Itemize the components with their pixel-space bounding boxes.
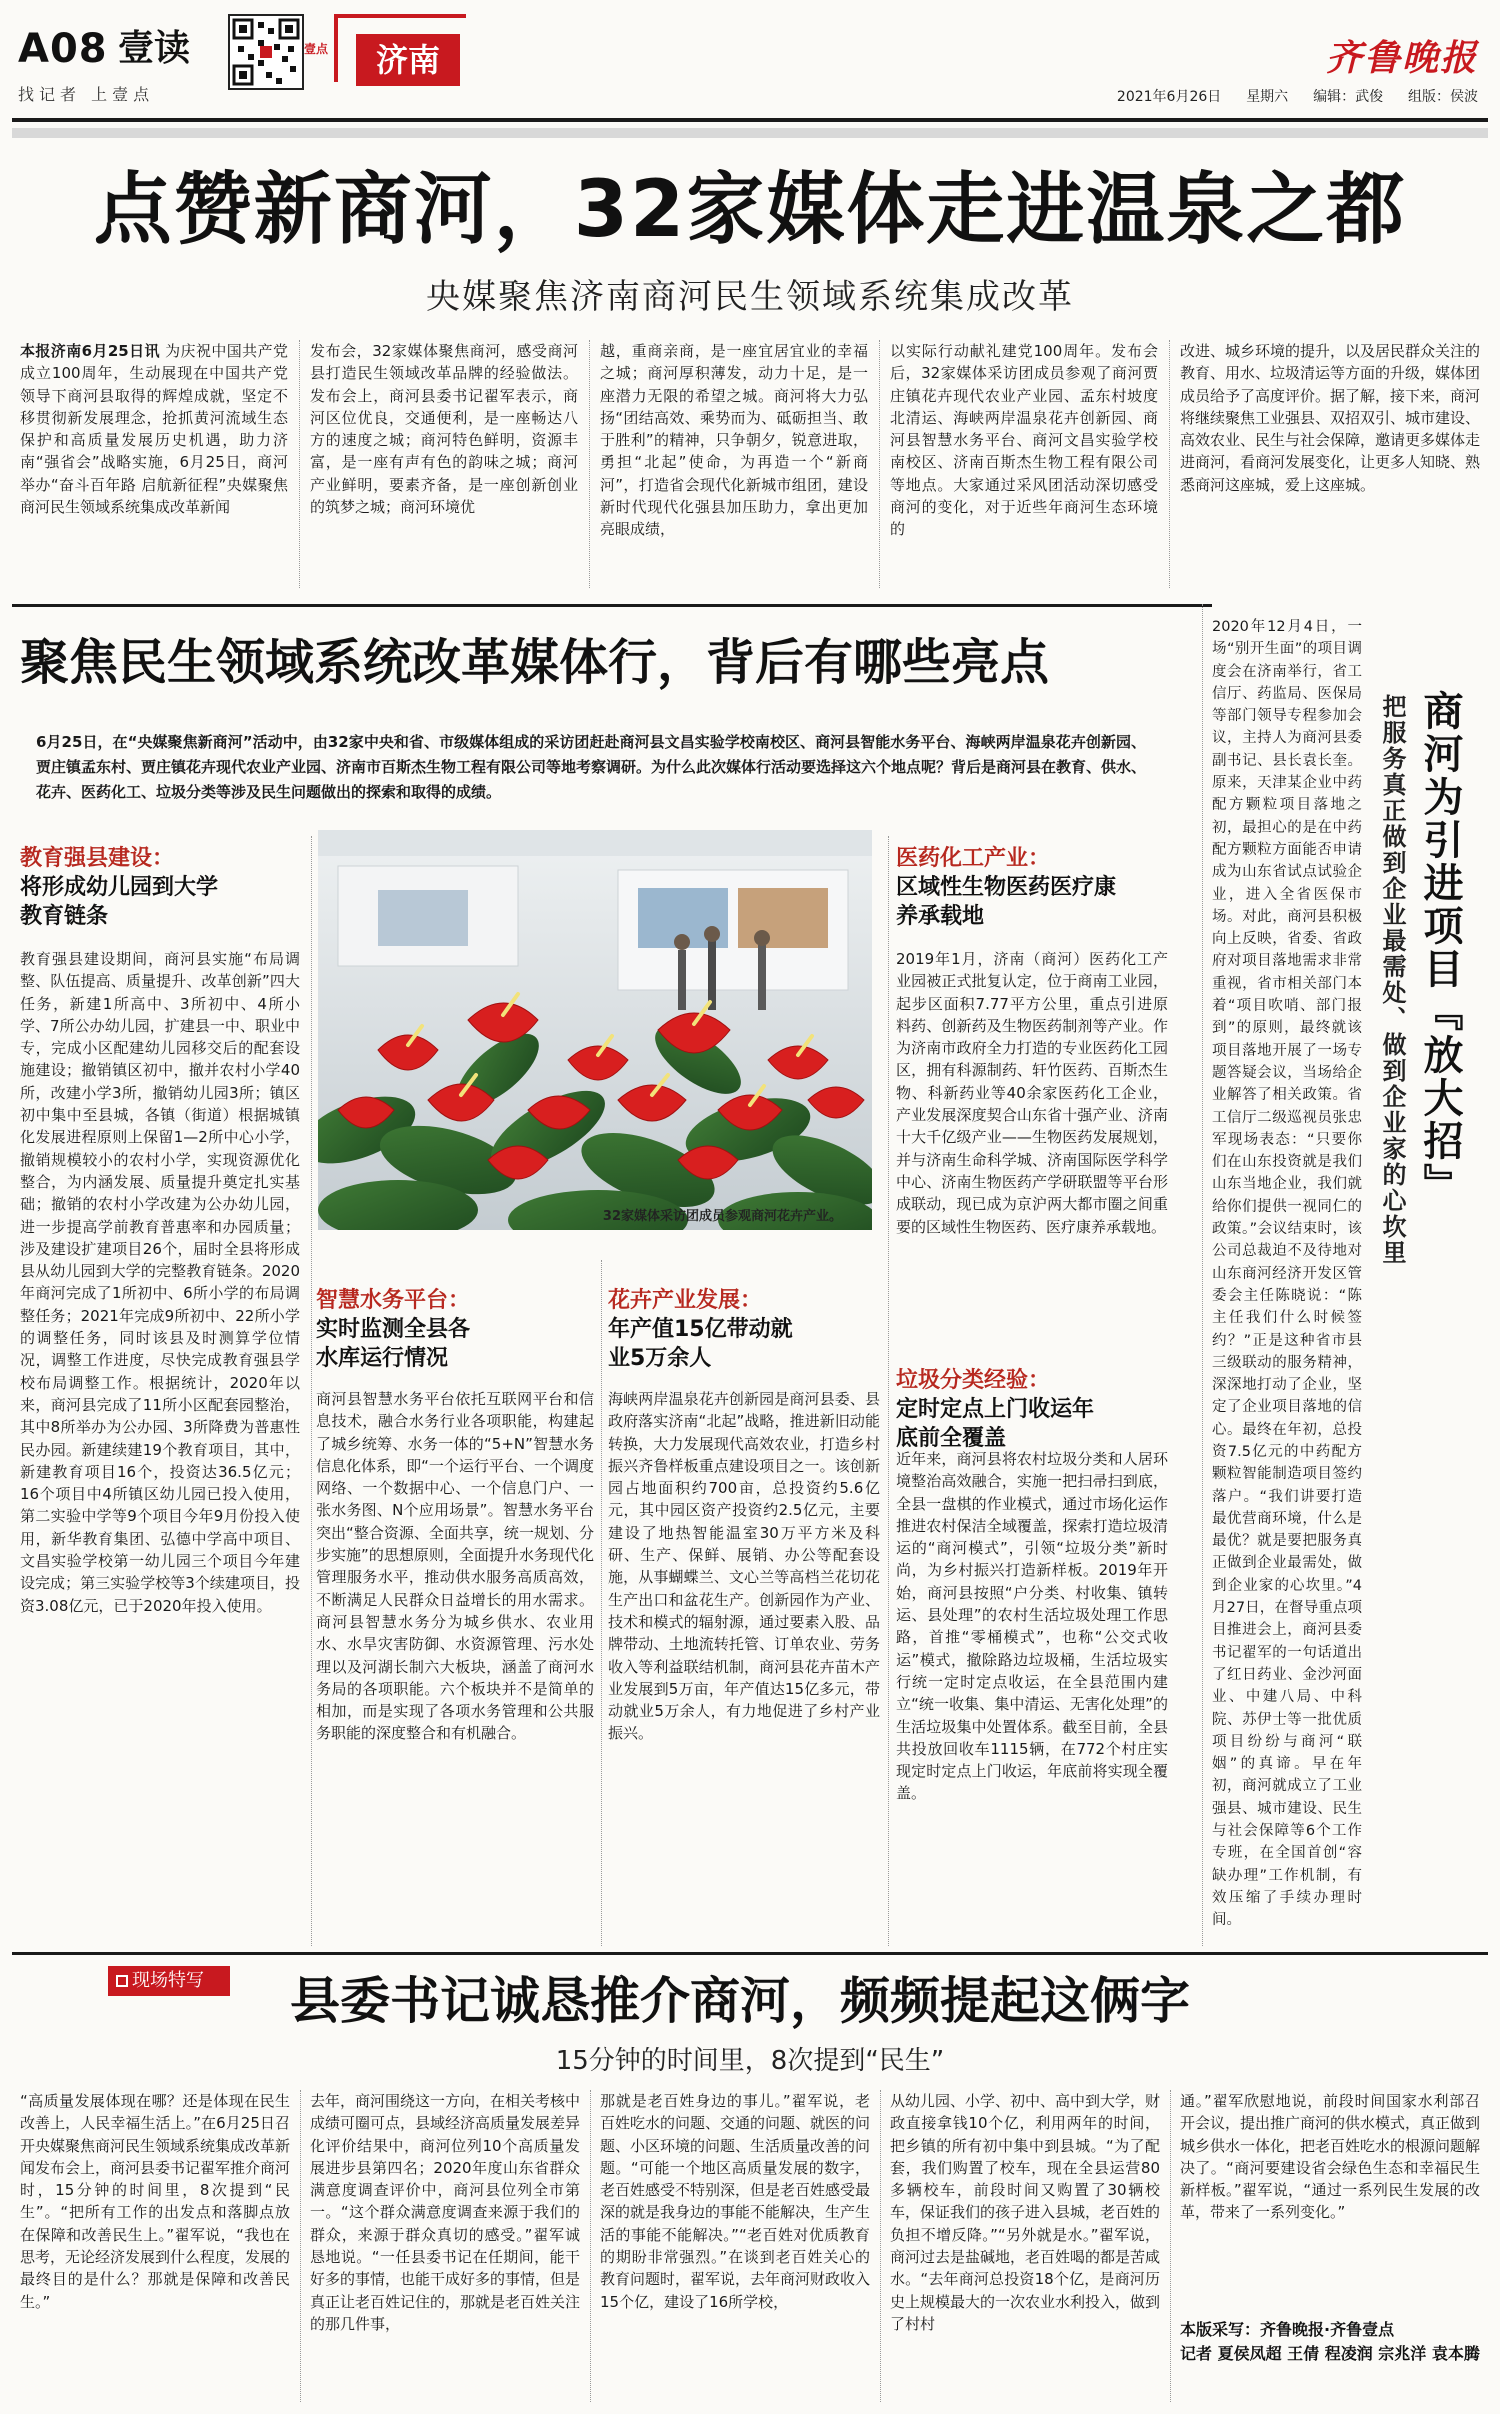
region-tag [334, 14, 466, 82]
story1-bottom-rule [12, 604, 1212, 607]
story3-column-4: 从幼儿园、小学、初中、高中到大学，财政直接拿钱10个亿，利用两年的时间，把乡镇的所有初中集中到县城。“为了配套，我们购置了校车，现在全县运营80多辆校车，前段时间又购置了30辆校车，保证我们的孩子进入县城，老百姓的负担不增反降。”“另外就是水。”翟军说，商河过去是盐碱地，老百姓喝的都是苦咸水。“去年商河总投资18个亿，是商河历史上规模最大的一次农业水利投入，做到了村村 [890, 2092, 1160, 2333]
anthurium-flowers-illustration [318, 830, 872, 1230]
education-subhead [20, 844, 310, 931]
story3-column-1: “高质量发展体现在哪？还是体现在民生改善上，人民幸福生活上。”在6月25日召开央媒聚焦商河民生领域系统集成改革新闻发布会上，商河县委书记翟军推介商河时，15分钟的时间里，8次提到“民生”。“把所有工作的出发点和落脚点放在保障和改善民生上。”翟军说，“我也在思考，无论经济发展到什么程度，发展的最终目的是什么？那就是保障和改善民生。” [20, 2092, 290, 2311]
header-shadow-rule [12, 128, 1488, 138]
region-name: 济南 [375, 41, 440, 79]
photo-caption: 32家媒体采访团成员参观商河花卉产业。 [602, 1209, 842, 1224]
water-subhead [316, 1286, 586, 1373]
water-body: 商河县智慧水务平台依托互联网平台和信息技术，融合水务行业各项职能，构建起了城乡统筹、水务一体的“5+N”智慧水务信息化体系，即“一个运行平台、一个调度网络、一个数据中心、一个信息门户、一张水务图、N个应用场景”。智慧水务平台突出“整合资源、全面共享，统一规划、分步实施”的思想原则，全面提升水务现代化管理服务水平，推动供水服务高质高效，不断满足人民群众日益增长的用水需求。商河县智慧水务分为城乡供水、农业用水、水旱灾害防御、水资源管理、污水处理以及河湖长制六大板块，涵盖了商河水务局的各项职能。六个板块并不是简单的相加，而是实现了各项水务管理和公共服务职能的深度整合和有机融合。 [316, 1390, 594, 1743]
flower-body: 海峡两岸温泉花卉创新园是商河县委、县政府落实济南“北起”战略，推进新旧动能转换，大力发展现代高效农业，打造乡村振兴齐鲁样板重点建设项目之一。该创新园占地面积约700亩，总投资约5.6亿元，其中园区资产投资约2.5亿元，主要建设了地热智能温室30万平方米及科研、生产、保鲜、展销、办公等配套设施，从事蝴蝶兰、文心兰等高档兰花切花生产出口和盆花生产。创新园作为产业、技术和模式的辐射源，通过要素入股、品牌带动、土地流转托管、订单农业、劳务收入等利益联结机制，商河县花卉苗木产业发展到5万亩，年产值达15亿多元，带动就业5万余人，有力地促进了乡村产业振兴。 [608, 1390, 880, 1743]
flower-tagline: 年产值15亿带动就业5万余人 [608, 1317, 793, 1371]
story3-headline: 县委书记诚恳推介商河，频频提起这俩字 [290, 1972, 1190, 2030]
education-label: 教育强县建设： [20, 846, 175, 871]
garbage-tagline: 定时定点上门收运年底前全覆盖 [896, 1397, 1095, 1451]
education-tagline: 将形成幼儿园到大学教育链条 [20, 875, 219, 929]
flower-subhead [608, 1286, 878, 1373]
story3-top-rule [12, 1952, 1488, 1955]
story3-subheadline: 15分钟的时间里，8次提到“民生” [555, 2046, 945, 2076]
sidebar-subheadline: 把服务真正做到企业最需处、做到企业家的心坎里 [1378, 694, 1406, 1266]
story3-tag-label: 现场特写 [132, 1970, 204, 1991]
editor-credit: 编辑：武俊 [1313, 89, 1384, 105]
story1-subheadline: 央媒聚焦济南商河民生领域系统集成改革 [426, 277, 1074, 317]
story3-tag [108, 1966, 230, 1996]
header-meta [1117, 86, 1478, 106]
story1-column-5: 改进、城乡环境的提升，以及居民群众关注的教育、用水、垃圾清运等方面的升级，媒体团成员给予了高度评价。据了解，接下来，商河将继续聚焦工业强县、双招双引、城市建设、高效农业、民生与社会保障，邀请更多媒体走进商河，看商河发展变化，让更多人知晓、熟悉商河这座城，爱上这座城。 [1180, 342, 1480, 494]
flower-label: 花卉产业发展： [608, 1288, 763, 1313]
story1-body [20, 340, 1480, 588]
garbage-subhead [896, 1366, 1196, 1453]
section-name: 壹读 [118, 28, 191, 69]
story2-intro: 6月25日，在“央媒聚焦新商河”活动中，由32家中央和省、市级媒体组成的采访团赶赴商河县文昌实验学校南校区、商河县智能水务平台、海峡两岸温泉花卉创新园、贾庄镇孟东村、贾庄镇花卉现代农业产业园、济南市百斯杰生物工程有限公司等地考察调研。为什么此次媒体行活动要选择这六个地点呢？背后是商河县在教育、供水、花卉、医药化工、垃圾分类等涉及民生问题做出的探索和取得的成绩。 [36, 733, 1146, 801]
header-rule [12, 118, 1488, 122]
story1-column-4: 以实际行动献礼建党100周年。发布会后，32家媒体采访团成员参观了商河贾庄镇花卉现代农业产业园、孟东村坡度北清运、海峡两岸温泉花卉创新园、商河县智慧水务平台、商河文昌实验学校南校区、济南百斯杰生物工程有限公司等地点。大家通过采风团活动深切感受商河的变化，对于近些年商河生态环境的 [890, 342, 1158, 539]
credits-source: 本版采写：齐鲁晚报·齐鲁壹点 [1180, 2320, 1395, 2339]
qr-code [228, 14, 304, 90]
page-number: A08 [18, 26, 108, 72]
newspaper-brand: 齐鲁晚报 [1325, 37, 1478, 79]
flower-photo [318, 830, 872, 1230]
education-body: 教育强县建设期间，商河县实施“布局调整、队伍提高、质量提升、改革创新”四大任务，新建1所高中、3所初中、4所小学、7所公办幼儿园，扩建县一中、职业中专，完成小区配建幼儿园移交后的配套设施建设；撤销镇区初中，撤并农村小学40所，改建小学3所，撤销幼儿园3所；镇区初中集中至县城，各镇（街道）根据城镇化发展进程原则上保留1—2所中心小学，撤销规模较小的农村小学，实现资源优化整合，为内涵发展、质量提升奠定扎实基础；撤销的农村小学改建为公办幼儿园，进一步提高学前教育普惠率和办园质量；涉及建设扩建项目26个，届时全县将形成县从幼儿园到大学的完整教育链条。2020年商河完成了1所初中、6所小学的布局调整任务；2021年完成9所初中、22所小学的调整任务，同时该县及时测算学位情况，调整工作进度，尽快完成教育强县学校布局调整工作。根据统计，2020年以来，商河县完成了11所小区配套园整治，其中8所举办为公办园、3所降费为普惠性民办园。新建续建19个教育项目，其中，新建教育项目16个，投资达36.5亿元；16个项目中4所镇区幼儿园已投入使用，第二实验中学等9个项目今年9月份投入使用，新华教育集团、弘德中学高中项目、文昌实验学校第一幼儿园三个项目今年建设完成；第三实验学校等3个续建项目，投资3.08亿元，已于2020年投入使用。 [20, 950, 300, 1615]
story1-headline: 点赞新商河，32家媒体走进温泉之都 [93, 165, 1407, 255]
story3-column-3: 那就是老百姓身边的事儿。”翟军说，老百姓吃水的问题、交通的问题、就医的问题、小区环境的问题、生活质量改善的问题。“可能一个地区高质量发展的数字，老百姓感受不特别深，但是老百姓感受最深的就是我身边的事能不能解决，生产生活的事能不能解决。”“老百姓对优质教育的期盼非常强烈。”在谈到老百姓关心的教育问题时，翟军说，去年商河财政收入15个亿，建设了16所学校， [600, 2092, 870, 2311]
story1-column-3: 越，重商亲商，是一座宜居宜业的幸福之城；商河厚积薄发，动力十足，是一座潜力无限的希望之城。商河将大力弘扬“团结高效、乘势而为、砥砺担当、敢于胜利”的精神，只争朝夕，锐意进取，勇担“北起”使命，为再造一个“新商河”，打造省会现代化新城市组团，建设新时代现代化强县加压助力，拿出更加亮眼成绩， [600, 342, 868, 539]
story1-dateline: 本报济南6月25日讯 [20, 342, 160, 360]
header-slogan: 找记者 上壹点 [18, 85, 155, 104]
story3-body [20, 2090, 1480, 2402]
issue-date: 2021年6月26日 [1116, 89, 1222, 105]
story2-headline: 聚焦民生领域系统改革媒体行，背后有哪些亮点 [20, 634, 1050, 691]
qr-label: 壹点 [304, 42, 329, 56]
issue-weekday: 星期六 [1246, 89, 1289, 105]
story1-column-1: 本报济南6月25日讯 为庆祝中国共产党成立100周年，生动展现在中国共产党领导下商河县取得的辉煌成就，坚定不移贯彻新发展理念，抢抓黄河流域生态保护和高质量发展历史机遇，助力济南“强省会”战略实施，6月25日，商河举办“奋斗百年路 启航新征程”央媒聚焦商河民生领域系统集成改革新闻 [20, 342, 288, 517]
pharma-label: 医药化工产业： [896, 846, 1051, 871]
page-header [0, 0, 1500, 118]
credits-reporters: 记者 夏侯凤超 王倩 程凌润 宗兆洋 袁本腾 [1180, 2344, 1480, 2363]
garbage-label: 垃圾分类经验： [896, 1368, 1051, 1393]
garbage-body: 近年来，商河县将农村垃圾分类和人居环境整治高效融合，实施一把扫帚扫到底，全县一盘棋的作业模式，通过市场化运作推进农村保洁全域覆盖，探索打造垃圾清运的“商河模式”，引领“垃圾分类”新时尚，为乡村振兴打造新样板。2019年开始，商河县按照“户分类、村收集、镇转运、县处理”的农村生活垃圾处理工作思路，首推“零桶模式”，也称“公交式收运”模式，撤除路边垃圾桶，生活垃圾实行统一定时定点收运，在全县范围内建立“统一收集、集中清运、无害化处理”的生活垃圾集中处置体系。截至目前，全县共投放回收车1115辆，在772个村庄实现定时定点上门收运，年底前将实现全覆盖。 [896, 1450, 1168, 1803]
sidebar-body: 2020年12月4日，一场“别开生面”的项目调度会在济南举行，省工信厅、药监局、医保局等部门领导专程参加会议，主持人为商河县委副书记、县长袁长奎。原来，天津某企业中药配方颗粒项目落地之初，最担心的是在中药配方颗粒方面能否申请成为山东省试点试验企业，进入全省医保市场。对此，商河县积极向上反映，省委、省政府对项目落地需求非常重视，省市相关部门本着“项目吹哨、部门报到”的原则，最终就该项目落地开展了一场专题答疑会议，当场给企业解答了相关政策。省工信厅二级巡视员张忠军现场表态：“只要你们在山东投资就是我们山东当地企业，我们就给你们提供一视同仁的政策。”会议结束时，该公司总裁迫不及待地对山东商河经济开发区管委会主任陈晓说：“陈主任我们什么时候签约？”正是这种省市县三级联动的服务精神，深深地打动了企业，坚定了企业项目落地的信心。最终在年初，总投资7.5亿元的中药配方颗粒智能制造项目签约落户。“我们讲要打造最优营商环境，什么是最优？就是要把服务真正做到企业最需处，做到企业家的心坎里。”4月27日，在督导重点项目推进会上，商河县委书记翟军的一句话道出了红日药业、金沙河面业、中建八局、中科院、苏伊士等一批优质项目纷纷与商河“联姻”的真谛。早在年初，商河就成立了工业强县、城市建设、民生与社会保障等6个工作专班，在全国首创“容缺办理”工作机制，有效压缩了手续办理时间。 [1212, 619, 1362, 1929]
water-tagline: 实时监测全县各水库运行情况 [316, 1317, 471, 1371]
pharma-tagline: 区域性生物医药医疗康养承载地 [896, 875, 1117, 929]
story1-column-2: 发布会，32家媒体聚焦商河，感受商河县打造民生领域改革品牌的经验做法。发布会上，商河县委书记翟军表示，商河区位优良，交通便利，是一座畅达八方的速度之城；商河特色鲜明，资源丰富，是一座有声有色的韵味之城；商河产业鲜明，要素齐备，是一座创新创业的筑梦之城；商河环境优 [310, 342, 578, 517]
pharma-body: 2019年1月，济南（商河）医药化工产业园被正式批复认定，位于商南工业园，起步区面积7.77平方公里，重点引进原料药、创新药及生物医药制剂等产业。作为济南市政府全力打造的专业医药化工园区，拥有科源制药、轩竹医药、百斯杰生物、科新药业等40余家医药化工企业，产业发展深度契合山东省十强产业、济南十大千亿级产业——生物医药发展规划，并与济南生命科学城、济南国际医学科学中心、济南生物医药产学研联盟等平台形成联动，现已成为京沪两大都市圈之间重要的区域性生物医药、医疗康养承载地。 [896, 950, 1168, 1236]
qr-code-icon [230, 16, 302, 88]
story3-credits [1180, 2318, 1480, 2366]
water-label: 智慧水务平台： [316, 1288, 471, 1313]
story3-column-2: 去年，商河围绕这一方向，在相关考核中成绩可圈可点，县域经济高质量发展差异化评价结果中，商河位列10个高质量发展进步县第四名；2020年度山东省群众满意度调查评价中，商河县位列全市第一。“这个群众满意度调查来源于我们的群众，来源于群众真切的感受。”翟军诚恳地说。“一任县委书记在任期间，能干好多的事情，也能干成好多的事情，但是真正让老百姓记住的，那就是老百姓关注的那几件事， [310, 2092, 580, 2333]
layout-credit: 组版：侯波 [1408, 89, 1478, 105]
sidebar-headline: 商河为引进项目『放大招』 [1417, 690, 1463, 1206]
pharma-subhead [896, 844, 1196, 931]
tag-marker-icon [116, 1975, 128, 1987]
story3-column-5: 通。”翟军欣慰地说，前段时间国家水利部召开会议，提出推广商河的供水模式，真正做到城乡供水一体化，把老百姓吃水的根源问题解决了。“商河要建设省会绿色生态和幸福民生新样板。”翟军说，“通过一系列民生发展的改革，带来了一系列变化。” [1180, 2092, 1480, 2222]
